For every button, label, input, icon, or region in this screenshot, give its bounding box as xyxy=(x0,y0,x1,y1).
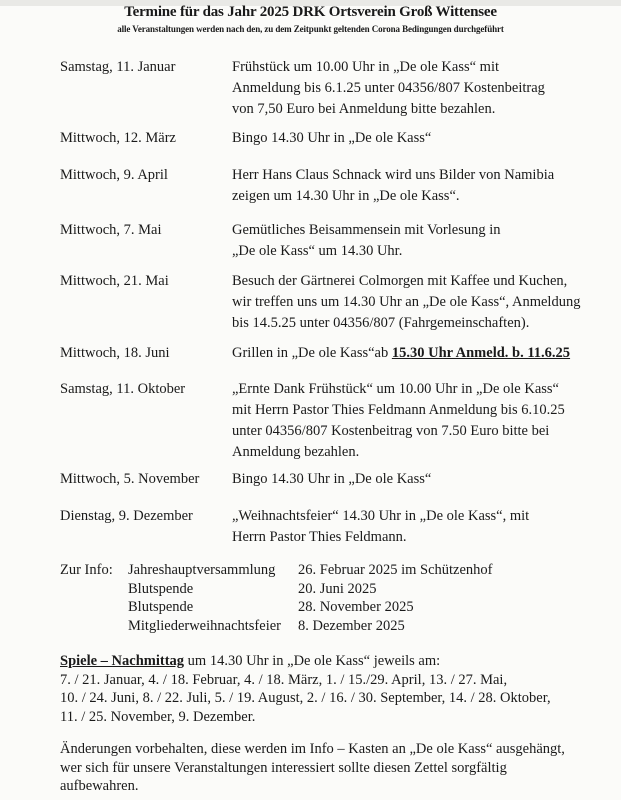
event-description xyxy=(232,165,554,207)
event-line-text: Grillen in „De ole Kass“ab xyxy=(232,345,392,361)
document-subtitle: alle Veranstaltungen werden nach den, zu dem Zeitpunkt geltenden Corona Bedingungen durchgeführt xyxy=(117,24,504,34)
event-line: „Weihnachtsfeier“ 14.30 Uhr in „De ole Kass“, mit xyxy=(232,508,530,524)
event-description xyxy=(232,343,570,364)
event-line: unter 04356/807 Kostenbeitrag von 7.50 Euro bitte bei xyxy=(232,423,550,439)
event-description xyxy=(232,271,580,334)
note-line: Änderungen vorbehalten, diese werden im Info – Kasten an „De ole Kass“ ausgehängt, xyxy=(60,741,565,757)
event-date: Samstag, 11. Januar xyxy=(60,59,176,75)
footer-note xyxy=(60,740,615,796)
document-title: Termine für das Jahr 2025 DRK Ortsverein Groß Wittensee xyxy=(124,4,497,20)
event-description xyxy=(232,128,431,149)
event-date: Samstag, 11. Oktober xyxy=(60,381,186,397)
event-date: Mittwoch, 7. Mai xyxy=(60,222,162,238)
event-line: von 7,50 Euro bei Anmeldung bitte bezahlen. xyxy=(232,101,496,117)
games-dates-line: 7. / 21. Januar, 4. / 18. Februar, 4. / 18. März, 1. / 15./29. April, 13. / 27. Mai, xyxy=(60,671,508,688)
info-label: Blutspende xyxy=(128,599,194,615)
event-date: Mittwoch, 18. Juni xyxy=(60,345,170,361)
games-dates-line: 10. / 24. Juni, 8. / 22. Juli, 5. / 19. August, 2. / 16. / 30. September, 14. / 28. Oktober, xyxy=(60,690,551,706)
event-description xyxy=(232,379,565,463)
info-value: 26. Februar 2025 im Schützenhof xyxy=(298,562,493,578)
event-line: Besuch der Gärtnerei Colmorgen mit Kaffee und Kuchen, xyxy=(232,273,568,289)
event-date: Dienstag, 9. Dezember xyxy=(60,508,193,524)
event-date: Mittwoch, 12. März xyxy=(60,130,176,146)
event-line: Gemütliches Beisammensein mit Vorlesung in xyxy=(232,222,501,238)
event-date: Mittwoch, 9. April xyxy=(60,167,168,183)
info-prefix: Zur Info: xyxy=(60,562,113,578)
note-line: aufbewahren. xyxy=(60,778,139,794)
event-line: zeigen um 14.30 Uhr in „De ole Kass“. xyxy=(232,188,460,204)
games-intro: um 14.30 Uhr in „De ole Kass“ jeweils am: xyxy=(184,653,441,669)
event-line: bis 14.5.25 unter 04356/807 (Fahrgemeinschaften). xyxy=(232,315,530,331)
event-description xyxy=(232,220,501,262)
event-line xyxy=(232,343,570,364)
event-line: Frühstück um 10.00 Uhr in „De ole Kass“ mit xyxy=(232,59,500,75)
info-label: Mitgliederweihnachtsfeier xyxy=(128,617,281,634)
note-line: wer sich für unsere Veranstaltungen interessiert sollte diesen Zettel sorgfältig xyxy=(60,759,507,776)
info-value: 20. Juni 2025 xyxy=(298,580,377,597)
games-section xyxy=(60,652,615,726)
event-description xyxy=(232,506,529,548)
event-line: Bingo 14.30 Uhr in „De ole Kass“ xyxy=(232,130,432,146)
event-line: Bingo 14.30 Uhr in „De ole Kass“ xyxy=(232,471,432,487)
event-line: „De ole Kass“ um 14.30 Uhr. xyxy=(232,243,403,259)
info-label: Blutspende xyxy=(128,580,194,597)
event-line: „Ernte Dank Frühstück“ um 10.00 Uhr in „De ole Kass“ xyxy=(232,381,559,397)
event-description xyxy=(232,57,545,120)
games-dates-line: 11. / 25. November, 9. Dezember. xyxy=(60,708,256,725)
event-line: Herrn Pastor Thies Feldmann. xyxy=(232,529,407,545)
event-line: wir treffen uns um 14.30 Uhr an „De ole Kass“, Anmeldung xyxy=(232,294,581,310)
info-value: 28. November 2025 xyxy=(298,599,414,615)
event-line: Herr Hans Claus Schnack wird uns Bilder von Namibia xyxy=(232,167,555,183)
event-line: mit Herrn Pastor Thies Feldmann Anmeldung bis 6.10.25 xyxy=(232,402,565,418)
event-line: Anmeldung bezahlen. xyxy=(232,444,360,460)
event-date: Mittwoch, 5. November xyxy=(60,471,200,487)
event-emphasis: 15.30 Uhr Anmeld. b. 11.6.25 xyxy=(391,345,571,361)
info-label: Jahreshauptversammlung xyxy=(128,562,276,578)
games-heading-line xyxy=(60,652,615,671)
event-description xyxy=(232,469,431,490)
event-date: Mittwoch, 21. Mai xyxy=(60,273,169,289)
games-heading: Spiele – Nachmittag xyxy=(60,653,185,669)
event-line: Anmeldung bis 6.1.25 unter 04356/807 Kostenbeitrag xyxy=(232,80,545,96)
info-value: 8. Dezember 2025 xyxy=(298,617,405,634)
